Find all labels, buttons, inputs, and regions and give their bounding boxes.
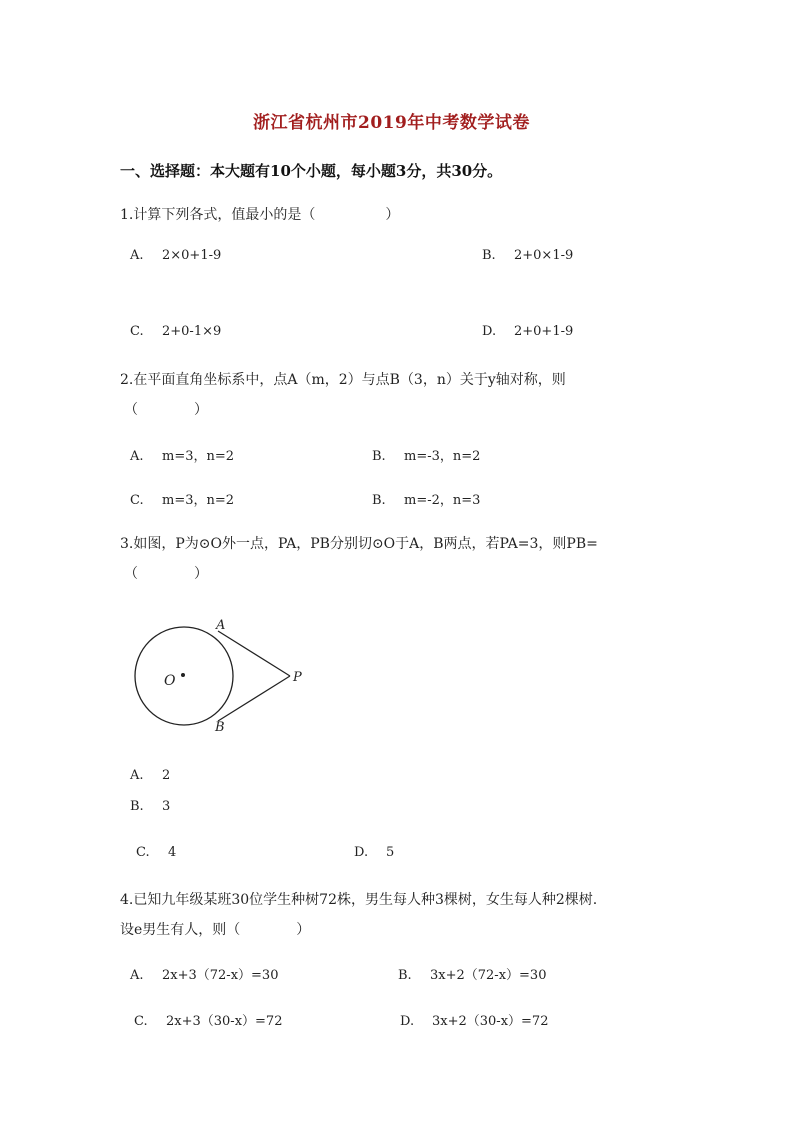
option-b[interactable] (372, 445, 480, 464)
label-b: B (215, 720, 225, 735)
option-text: 2+0+1-9 (514, 324, 574, 339)
option-label: A. (130, 968, 144, 983)
option-label: A. (130, 768, 144, 783)
question-stem-continued: （ ） (124, 566, 208, 582)
page-title: 浙江省杭州市2019年中考数学试卷 (253, 113, 530, 133)
label-p: P (293, 670, 302, 685)
tangent-circle-figure (120, 610, 320, 740)
option-label: C. (130, 324, 144, 339)
question-stem: 3.如图，P为⊙O外一点，PA，PB分别切⊙O于A，B两点，若PA=3，则PB= (120, 536, 598, 552)
section-heading: 一、选择题：本大题有10个小题，每小题3分，共30分。 (120, 162, 503, 180)
option-c[interactable] (136, 845, 176, 860)
option-a[interactable] (130, 964, 278, 983)
option-text: 4 (168, 845, 177, 860)
option-label: B. (372, 493, 386, 508)
option-a[interactable] (130, 248, 221, 263)
label-o: O (164, 673, 176, 689)
option-b[interactable] (130, 799, 170, 814)
option-label: D. (482, 324, 497, 339)
option-label: C. (130, 493, 144, 508)
option-text: 2x+3（30-x）=72 (166, 1014, 283, 1029)
option-label: A. (130, 449, 144, 464)
question-stem: 1.计算下列各式，值最小的是（ ） (120, 207, 400, 223)
option-label: D. (354, 845, 369, 860)
option-label: B. (482, 248, 496, 263)
option-text: 3 (162, 799, 171, 814)
option-d[interactable] (400, 1010, 548, 1029)
option-c[interactable] (130, 324, 221, 339)
option-text: m=-3，n=2 (404, 449, 481, 464)
option-b[interactable] (482, 248, 573, 263)
option-text: 3x+2（72-x）=30 (430, 968, 547, 983)
option-text: 2 (162, 768, 171, 783)
option-d[interactable] (354, 845, 394, 860)
option-text: 3x+2（30-x）=72 (432, 1014, 549, 1029)
option-text: 2×0+1-9 (162, 248, 222, 263)
option-b[interactable] (398, 964, 546, 983)
question-stem: 2.在平面直角坐标系中，点A（m，2）与点B（3，n）关于y轴对称，则 (120, 372, 566, 388)
option-label: B. (398, 968, 412, 983)
center-point (181, 673, 185, 677)
option-label: C. (134, 1014, 148, 1029)
question-stem: 4.已知九年级某班30位学生种树72株，男生每人种3棵树，女生每人种2棵树. (120, 892, 598, 908)
option-d[interactable] (482, 324, 573, 339)
option-d[interactable] (372, 489, 480, 508)
option-a[interactable] (130, 445, 234, 464)
option-label: D. (400, 1014, 415, 1029)
label-a: A (216, 618, 226, 633)
option-label: B. (372, 449, 386, 464)
option-c[interactable] (130, 489, 234, 508)
question-stem-continued: 设e男生有人，则（ ） (120, 922, 311, 938)
option-text: 2+0-1×9 (162, 324, 222, 339)
tangent-line-pb (218, 676, 290, 721)
option-label: A. (130, 248, 144, 263)
option-text: 2+0×1-9 (514, 248, 574, 263)
option-c[interactable] (134, 1010, 282, 1029)
tangent-line-pa (218, 631, 290, 676)
option-text: 2x+3（72-x）=30 (162, 968, 279, 983)
option-text: m=-2，n=3 (404, 493, 481, 508)
option-text: 5 (386, 845, 395, 860)
option-label: B. (130, 799, 144, 814)
option-text: m=3，n=2 (162, 493, 235, 508)
option-a[interactable] (130, 768, 170, 783)
option-text: m=3，n=2 (162, 449, 235, 464)
question-stem-continued: （ ） (124, 402, 208, 418)
option-label: C. (136, 845, 150, 860)
